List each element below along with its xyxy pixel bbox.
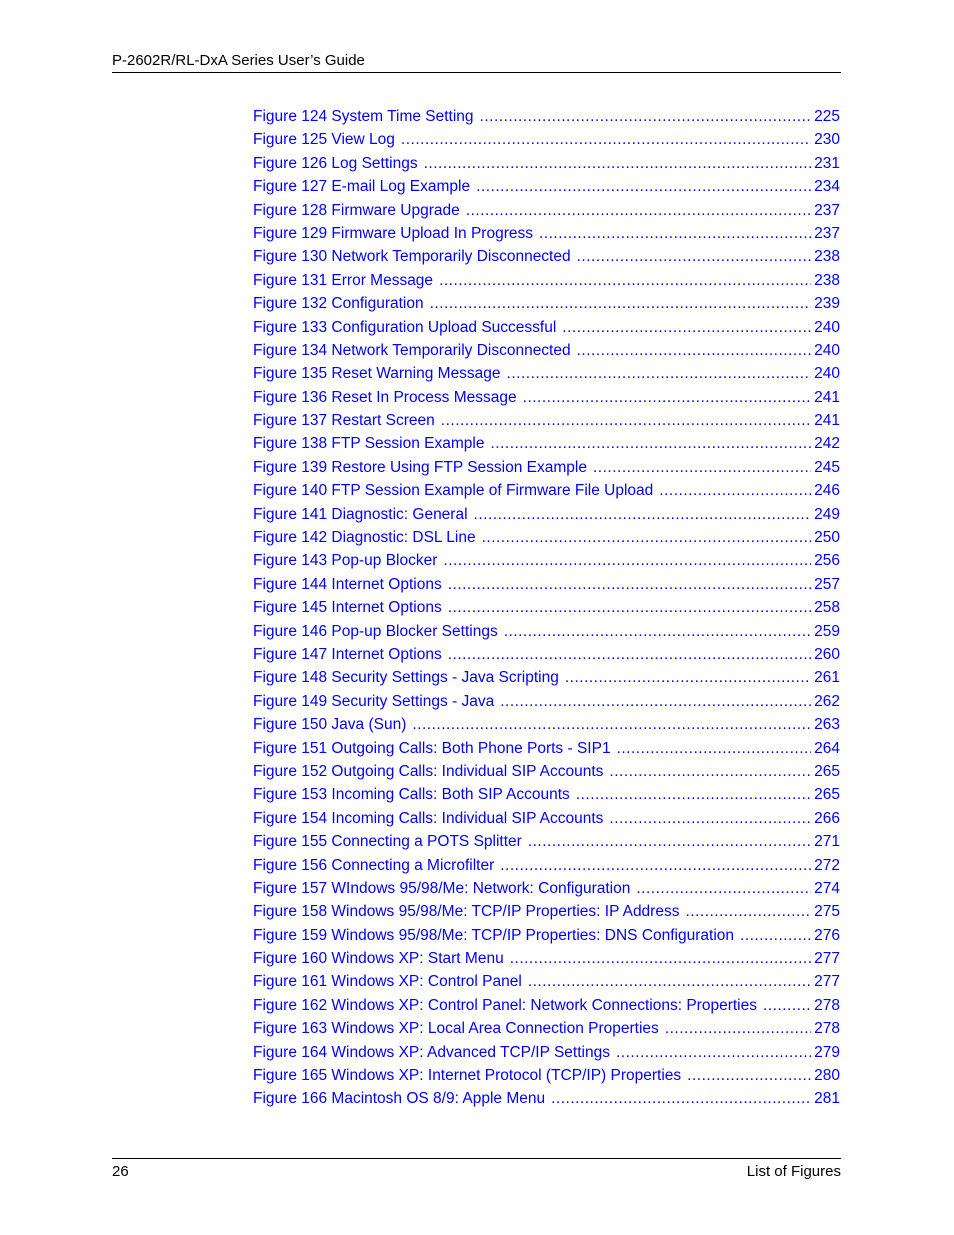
figure-title: Figure 126 Log Settings <box>253 154 418 172</box>
figure-title: Figure 140 FTP Session Example of Firmware File Upload <box>253 482 654 500</box>
dot-leader <box>577 339 812 362</box>
page-reference: 257 <box>814 575 840 593</box>
toc-entry-link[interactable] <box>253 970 840 993</box>
page-reference: 260 <box>814 645 840 663</box>
page-reference: 238 <box>814 271 840 289</box>
dot-leader <box>476 175 811 198</box>
dot-leader <box>616 1041 811 1064</box>
figure-title: Figure 150 Java (Sun) <box>253 716 407 734</box>
dot-leader <box>430 292 812 315</box>
page-reference: 263 <box>814 716 840 734</box>
page-reference: 241 <box>814 412 840 430</box>
page-reference: 231 <box>814 154 840 172</box>
figure-title: Figure 135 Reset Warning Message <box>253 365 501 383</box>
page-reference: 240 <box>814 365 840 383</box>
toc-entry-link[interactable] <box>253 526 840 549</box>
page-reference: 256 <box>814 552 840 570</box>
page-reference: 250 <box>814 529 840 547</box>
dot-leader <box>504 620 811 643</box>
page-reference: 275 <box>814 903 840 921</box>
toc-entry-link[interactable] <box>253 409 840 432</box>
figure-title: Figure 154 Incoming Calls: Individual SIP Accounts <box>253 809 604 827</box>
page-reference: 265 <box>814 762 840 780</box>
figure-title: Figure 138 FTP Session Example <box>253 435 485 453</box>
page-reference: 278 <box>814 1020 840 1038</box>
figure-title: Figure 147 Internet Options <box>253 645 442 663</box>
page-reference: 249 <box>814 505 840 523</box>
toc-entry-link[interactable] <box>253 573 840 596</box>
dot-leader <box>448 573 811 596</box>
dot-leader <box>490 432 811 455</box>
page-reference: 238 <box>814 248 840 266</box>
dot-leader <box>539 222 811 245</box>
dot-leader <box>480 105 812 128</box>
toc-entry-link[interactable] <box>253 152 840 175</box>
section-name: List of Figures <box>746 1163 841 1180</box>
page-reference: 262 <box>814 692 840 710</box>
toc-entry-link[interactable] <box>253 549 840 572</box>
dot-leader <box>659 479 811 502</box>
dot-leader <box>448 596 811 619</box>
figure-title: Figure 151 Outgoing Calls: Both Phone Ports - SIP1 <box>253 739 611 757</box>
toc-entry-link[interactable] <box>253 947 840 970</box>
page-reference: 234 <box>814 178 840 196</box>
page-reference: 277 <box>814 973 840 991</box>
figure-title: Figure 132 Configuration <box>253 295 424 313</box>
page-reference: 271 <box>814 833 840 851</box>
toc-entry-link[interactable] <box>253 783 840 806</box>
toc-entry-link[interactable] <box>253 737 840 760</box>
dot-leader <box>466 199 811 222</box>
figure-title: Figure 161 Windows XP: Control Panel <box>253 973 522 991</box>
figure-title: Figure 145 Internet Options <box>253 599 442 617</box>
dot-leader <box>577 245 812 268</box>
page-reference: 264 <box>814 739 840 757</box>
toc-entry-link[interactable] <box>253 269 840 292</box>
dot-leader <box>510 947 811 970</box>
dot-leader <box>528 830 811 853</box>
toc-entry-link[interactable] <box>253 175 840 198</box>
dot-leader <box>763 994 811 1017</box>
toc-entry-link[interactable] <box>253 432 840 455</box>
figure-title: Figure 133 Configuration Upload Successful <box>253 318 557 336</box>
dot-leader <box>507 362 812 385</box>
dot-leader <box>523 386 811 409</box>
dot-leader <box>609 807 811 830</box>
page-reference: 280 <box>814 1067 840 1085</box>
figure-title: Figure 162 Windows XP: Control Panel: Network Connections: Properties <box>253 996 757 1014</box>
page-reference: 281 <box>814 1090 840 1108</box>
figure-title: Figure 152 Outgoing Calls: Individual SIP Accounts <box>253 762 604 780</box>
figure-title: Figure 144 Internet Options <box>253 575 442 593</box>
dot-leader <box>474 503 812 526</box>
figure-title: Figure 153 Incoming Calls: Both SIP Accounts <box>253 786 570 804</box>
figure-title: Figure 137 Restart Screen <box>253 412 435 430</box>
figure-title: Figure 141 Diagnostic: General <box>253 505 468 523</box>
dot-leader <box>439 269 811 292</box>
dot-leader <box>551 1087 811 1110</box>
toc-entry-link[interactable] <box>253 503 840 526</box>
figure-title: Figure 136 Reset In Process Message <box>253 388 517 406</box>
page-reference: 258 <box>814 599 840 617</box>
figure-title: Figure 129 Firmware Upload In Progress <box>253 224 533 242</box>
toc-entry-link[interactable] <box>253 316 840 339</box>
page-reference: 266 <box>814 809 840 827</box>
dot-leader <box>528 970 811 993</box>
list-of-figures <box>253 105 840 1111</box>
toc-entry-link[interactable] <box>253 362 840 385</box>
figure-title: Figure 149 Security Settings - Java <box>253 692 495 710</box>
page-reference: 237 <box>814 201 840 219</box>
toc-entry-link[interactable] <box>253 994 840 1017</box>
page-reference: 245 <box>814 458 840 476</box>
page-reference: 261 <box>814 669 840 687</box>
page-reference: 240 <box>814 341 840 359</box>
toc-entry-link[interactable] <box>253 760 840 783</box>
toc-entry-link[interactable] <box>253 643 840 666</box>
toc-entry-link[interactable] <box>253 199 840 222</box>
dot-leader <box>687 1064 811 1087</box>
toc-entry-link[interactable] <box>253 596 840 619</box>
page-reference: 242 <box>814 435 840 453</box>
dot-leader <box>412 713 811 736</box>
figure-title: Figure 130 Network Temporarily Disconnected <box>253 248 571 266</box>
toc-entry-link[interactable] <box>253 713 840 736</box>
figure-title: Figure 131 Error Message <box>253 271 434 289</box>
page-header <box>112 51 841 73</box>
page-number: 26 <box>112 1163 129 1180</box>
toc-entry-link[interactable] <box>253 479 840 502</box>
dot-leader <box>685 900 811 923</box>
toc-entry-link[interactable] <box>253 386 840 409</box>
figure-title: Figure 165 Windows XP: Internet Protocol (TCP/IP) Properties <box>253 1067 682 1085</box>
document-title: P-2602R/RL-DxA Series User’s Guide <box>112 52 365 69</box>
dot-leader <box>401 128 811 151</box>
page-reference: 259 <box>814 622 840 640</box>
page-reference: 265 <box>814 786 840 804</box>
toc-entry-link[interactable] <box>253 807 840 830</box>
page-reference: 272 <box>814 856 840 874</box>
figure-title: Figure 163 Windows XP: Local Area Connection Properties <box>253 1020 659 1038</box>
toc-entry-link[interactable] <box>253 1017 840 1040</box>
figure-title: Figure 128 Firmware Upgrade <box>253 201 460 219</box>
dot-leader <box>500 690 811 713</box>
figure-title: Figure 146 Pop-up Blocker Settings <box>253 622 498 640</box>
page-reference: 246 <box>814 482 840 500</box>
page-reference: 230 <box>814 131 840 149</box>
toc-entry-link[interactable] <box>253 924 840 947</box>
page-footer <box>112 1158 841 1183</box>
toc-entry-link[interactable] <box>253 1041 840 1064</box>
dot-leader <box>441 409 811 432</box>
page-reference: 225 <box>814 108 840 125</box>
page-reference: 279 <box>814 1043 840 1061</box>
figure-title: Figure 134 Network Temporarily Disconnected <box>253 341 571 359</box>
dot-leader <box>609 760 811 783</box>
page-reference: 240 <box>814 318 840 336</box>
dot-leader <box>636 877 811 900</box>
dot-leader <box>482 526 812 549</box>
toc-entry-link[interactable] <box>253 854 840 877</box>
figure-title: Figure 159 Windows 95/98/Me: TCP/IP Properties: DNS Configuration <box>253 926 735 944</box>
dot-leader <box>740 924 811 947</box>
toc-entry-link[interactable] <box>253 620 840 643</box>
figure-title: Figure 125 View Log <box>253 131 395 149</box>
dot-leader <box>576 783 811 806</box>
figure-title: Figure 143 Pop-up Blocker <box>253 552 438 570</box>
toc-entry-link[interactable] <box>253 128 840 151</box>
figure-title: Figure 155 Connecting a POTS Splitter <box>253 833 522 851</box>
toc-entry-link[interactable] <box>253 456 840 479</box>
page-reference: 274 <box>814 879 840 897</box>
page-reference: 277 <box>814 950 840 968</box>
dot-leader <box>443 549 811 572</box>
toc-entry-link[interactable] <box>253 900 840 923</box>
toc-entry-link[interactable] <box>253 245 840 268</box>
figure-title: Figure 160 Windows XP: Start Menu <box>253 950 504 968</box>
figure-title: Figure 158 Windows 95/98/Me: TCP/IP Properties: IP Address <box>253 903 680 921</box>
figure-title: Figure 139 Restore Using FTP Session Example <box>253 458 587 476</box>
dot-leader <box>562 316 811 339</box>
figure-title: Figure 166 Macintosh OS 8/9: Apple Menu <box>253 1090 546 1108</box>
toc-entry-link[interactable] <box>253 1064 840 1087</box>
dot-leader <box>448 643 811 666</box>
toc-entry-link[interactable] <box>253 222 840 245</box>
figure-title: Figure 156 Connecting a Microfilter <box>253 856 495 874</box>
page-reference: 239 <box>814 295 840 313</box>
figure-title: Figure 142 Diagnostic: DSL Line <box>253 529 476 547</box>
figure-title: Figure 127 E-mail Log Example <box>253 178 471 196</box>
dot-leader <box>617 737 812 760</box>
page-reference: 276 <box>814 926 840 944</box>
toc-entry-link[interactable] <box>253 292 840 315</box>
toc-entry-link[interactable] <box>253 666 840 689</box>
page-reference: 278 <box>814 996 840 1014</box>
figure-title: Figure 157 WIndows 95/98/Me: Network: Configuration <box>253 879 631 897</box>
toc-entry-link[interactable] <box>253 877 840 900</box>
figure-title: Figure 148 Security Settings - Java Scripting <box>253 669 559 687</box>
toc-entry-link[interactable] <box>253 339 840 362</box>
toc-entry-link[interactable] <box>253 690 840 713</box>
dot-leader <box>565 666 811 689</box>
toc-entry-link[interactable] <box>253 1087 840 1110</box>
dot-leader <box>500 854 811 877</box>
dot-leader <box>424 152 812 175</box>
dot-leader <box>665 1017 811 1040</box>
dot-leader <box>593 456 811 479</box>
figure-title: Figure 124 System Time Setting <box>253 108 474 125</box>
figure-title: Figure 164 Windows XP: Advanced TCP/IP Settings <box>253 1043 610 1061</box>
toc-entry-link[interactable] <box>253 830 840 853</box>
page-reference: 241 <box>814 388 840 406</box>
page-reference: 237 <box>814 224 840 242</box>
toc-entry-link[interactable] <box>253 105 840 128</box>
